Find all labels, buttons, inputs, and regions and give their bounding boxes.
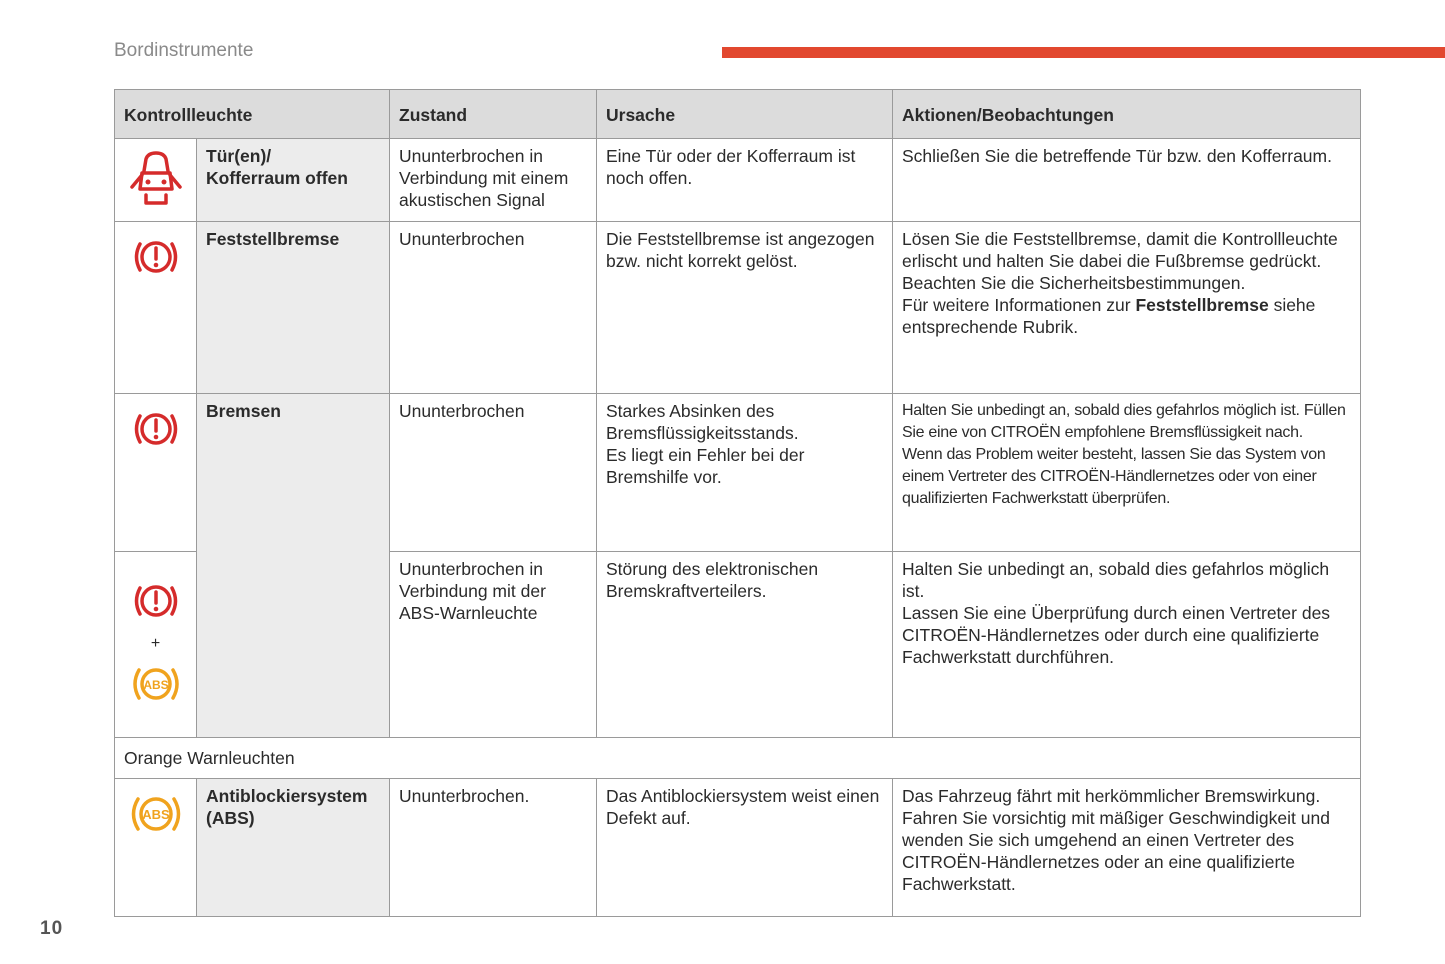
warning-lights-table (114, 89, 1361, 917)
column-header-cause: Ursache (597, 90, 893, 139)
abs-icon (129, 663, 183, 705)
table-row (115, 779, 1361, 917)
accent-bar (722, 47, 1445, 58)
cause-cell: Das Antiblockiersystem weist einen Defekt auf. (597, 779, 893, 917)
section-label: Orange Warnleuchten (115, 738, 1361, 779)
plus-sign: + (150, 634, 161, 652)
table-row (115, 394, 1361, 552)
action-cell: Schließen Sie die betreffende Tür bzw. den Kofferraum. (893, 139, 1361, 222)
table-row (115, 222, 1361, 394)
action-line: Wenn das Problem weiter besteht, lassen Sie das System von einem Vertreter des CITROËN-Händlernetzes oder von einer qualifizierten Fachwerkstatt überprüfen. (902, 446, 1326, 507)
action-line: Lassen Sie eine Überprüfung durch einen Vertreter des CITROËN-Händlernetzes oder durch eine qualifizierte Fachwerkstatt durchführen. (902, 603, 1331, 667)
brake-warning-icon (132, 236, 180, 278)
icon-cell (115, 779, 197, 917)
light-name: Feststellbremse (197, 222, 390, 394)
svg-text:ABS: ABS (142, 677, 169, 692)
svg-text:ABS: ABS (141, 807, 170, 822)
state-cell: Ununterbrochen in Verbindung mit einem akustischen Signal (390, 139, 597, 222)
action-line: Beachten Sie die Sicherheitsbestimmungen. (902, 273, 1246, 293)
icon-cell (115, 222, 197, 394)
reference-keyword: Feststellbremse (1135, 295, 1269, 315)
cause-line: Es liegt ein Fehler bei der Bremshilfe vor. (606, 445, 805, 487)
cause-cell (597, 394, 893, 552)
state-cell: Ununterbrochen in Verbindung mit der ABS-Warnleuchte (390, 552, 597, 738)
action-cell (893, 394, 1361, 552)
icon-cell (115, 552, 197, 738)
abs-icon (126, 791, 186, 837)
action-line: Halten Sie unbedingt an, sobald dies gefahrlos möglich ist. (902, 559, 1330, 601)
icon-cell (115, 139, 197, 222)
brake-warning-icon (132, 408, 180, 450)
light-name: Bremsen (197, 394, 390, 738)
table-row (115, 139, 1361, 222)
section-title: Bordinstrumente (114, 40, 254, 61)
state-cell: Ununterbrochen. (390, 779, 597, 917)
brake-warning-icon (132, 580, 180, 622)
cause-line: Starkes Absinken des Bremsflüssigkeitsstands. (606, 401, 799, 443)
cause-cell: Störung des elektronischen Bremskraftverteilers. (597, 552, 893, 738)
section-row (115, 738, 1361, 779)
cause-cell: Die Feststellbremse ist angezogen bzw. nicht korrekt gelöst. (597, 222, 893, 394)
column-header-state: Zustand (390, 90, 597, 139)
icon-cell (115, 394, 197, 552)
action-cell: Das Fahrzeug fährt mit herkömmlicher Bremswirkung. Fahren Sie vorsichtig mit mäßiger Geschwindigkeit und wenden Sie sich umgehend an einen Vertreter des CITROËN-Händlernetzes oder an eine qualifizierte Fachwerkstatt. (893, 779, 1361, 917)
state-cell: Ununterbrochen (390, 222, 597, 394)
page-number: 10 (40, 918, 64, 939)
action-cell (893, 552, 1361, 738)
action-line: Halten Sie unbedingt an, sobald dies gefahrlos möglich ist. Füllen Sie eine von CITROËN empfohlene Bremsflüssigkeit nach. (902, 402, 1346, 441)
action-line: Lösen Sie die Feststellbremse, damit die Kontrollleuchte erlischt und halten Sie dabei die Fußbremse gedrückt. (902, 229, 1338, 271)
column-header-action: Aktionen/Beobachtungen (893, 90, 1361, 139)
column-header-light: Kontrollleuchte (115, 90, 390, 139)
cause-cell: Eine Tür oder der Kofferraum ist noch offen. (597, 139, 893, 222)
door-open-icon (128, 147, 184, 209)
action-cell (893, 222, 1361, 394)
state-cell: Ununterbrochen (390, 394, 597, 552)
table-header-row (115, 90, 1361, 139)
light-name: Tür(en)/ Kofferraum offen (197, 139, 390, 222)
action-reference: Für weitere Informationen zur Feststellbremse siehe entsprechende Rubrik. (902, 295, 1316, 337)
light-name: Antiblockiersystem (ABS) (197, 779, 390, 917)
